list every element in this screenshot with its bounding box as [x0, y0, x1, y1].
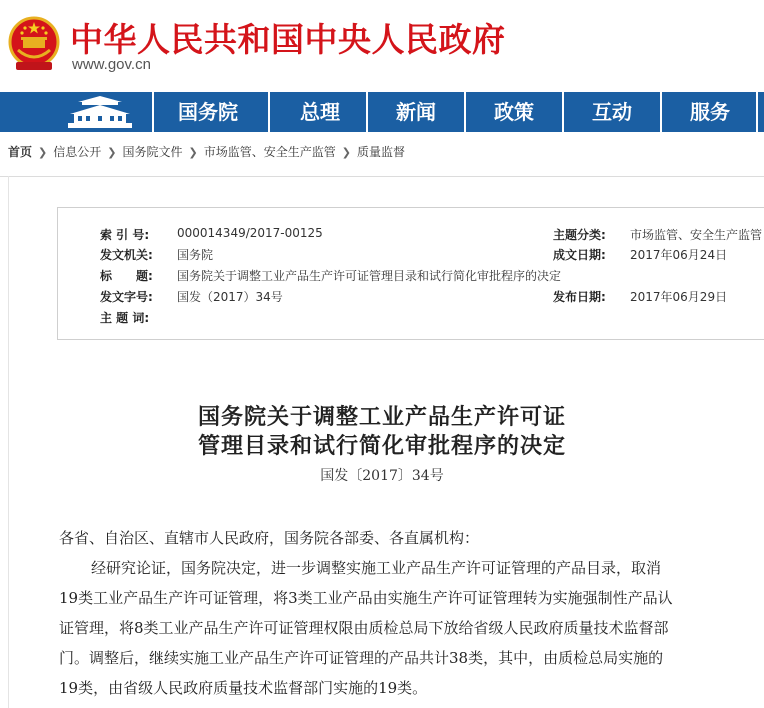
- body-line: 19类工业产品生产许可证管理，将3类工业产品由实施生产许可证管理转为实施强制性产品认: [59, 589, 673, 607]
- issuer-value: 国务院: [177, 248, 214, 262]
- subject-label: 主 题 词:: [100, 311, 150, 325]
- site-header: [0, 0, 764, 92]
- tiananmen-icon[interactable]: [64, 94, 136, 130]
- article-body: [59, 523, 759, 703]
- breadcrumb: [8, 143, 405, 160]
- chevron-right-icon: ❯: [38, 146, 48, 159]
- nav-divider: [660, 92, 662, 132]
- nav-divider: [366, 92, 368, 132]
- date-label: 成文日期:: [553, 248, 606, 262]
- body-line: 门。调整后，继续实施工业产品生产许可证管理的产品共计38类，其中，由质检总局实施的: [59, 649, 664, 667]
- nav-divider: [464, 92, 466, 132]
- nav-divider: [562, 92, 564, 132]
- nav-item-news[interactable]: 新闻: [396, 100, 436, 124]
- index-value: 000014349/2017-00125: [177, 226, 323, 240]
- nav-divider: [152, 92, 154, 132]
- chevron-right-icon: ❯: [188, 146, 198, 159]
- topic-label: 主题分类:: [553, 228, 606, 242]
- nav-divider: [268, 92, 270, 132]
- breadcrumb-home[interactable]: 首页: [8, 145, 33, 159]
- header-divider: [0, 176, 764, 177]
- body-line: 经研究论证，国务院决定，进一步调整实施工业产品生产许可证管理的产品目录，取消: [91, 559, 662, 577]
- nav-item-interaction[interactable]: 互动: [592, 100, 632, 124]
- salutation: 各省、自治区、直辖市人民政府，国务院各部委、各直属机构：: [59, 529, 480, 547]
- body-line: 19类，由省级人民政府质量技术监督部门实施的19类。: [59, 679, 428, 697]
- docno-label: 发文字号:: [100, 290, 153, 304]
- nav-item-premier[interactable]: 总理: [300, 100, 340, 124]
- site-url[interactable]: www.gov.cn: [72, 56, 151, 73]
- docno-value: 国发（2017）34号: [177, 290, 283, 304]
- article-title-line2: 管理目录和试行简化审批程序的决定: [197, 433, 566, 459]
- date-value: 2017年06月24日: [630, 248, 728, 262]
- document-number: 国发〔2017〕34号: [320, 468, 444, 484]
- article-title-line1: 国务院关于调整工业产品生产许可证: [197, 404, 566, 430]
- pubdate-value: 2017年06月29日: [630, 290, 728, 304]
- nav-item-service[interactable]: 服务: [690, 100, 730, 124]
- breadcrumb-info-disclosure[interactable]: 信息公开: [53, 145, 102, 159]
- issuer-label: 发文机关:: [100, 248, 153, 262]
- nav-item-policy[interactable]: 政策: [494, 100, 534, 124]
- main-nav: [0, 92, 764, 132]
- title-value: 国务院关于调整工业产品生产许可证管理目录和试行简化审批程序的决定: [177, 269, 562, 283]
- topic-value: 市场监管、安全生产监管: [630, 228, 763, 242]
- index-label: 索 引 号:: [100, 228, 150, 242]
- site-title[interactable]: 中华人民共和国中央人民政府: [70, 20, 506, 59]
- document-info-table: [57, 207, 764, 340]
- chevron-right-icon: ❯: [341, 146, 351, 159]
- nav-item-state-council[interactable]: 国务院: [178, 100, 238, 124]
- national-emblem-icon[interactable]: [8, 14, 60, 74]
- title-label: 标 题:: [100, 269, 153, 283]
- breadcrumb-market-supervision[interactable]: 市场监管、安全生产监管: [203, 145, 336, 159]
- body-line: 证管理，将8类工业产品生产许可证管理权限由质检总局下放给省级人民政府质量技术监督部: [59, 619, 669, 637]
- breadcrumb-quality-supervision[interactable]: 质量监督: [356, 145, 405, 159]
- pubdate-label: 发布日期:: [553, 290, 606, 304]
- breadcrumb-state-council-docs[interactable]: 国务院文件: [122, 145, 183, 159]
- nav-divider: [756, 92, 758, 132]
- chevron-right-icon: ❯: [107, 146, 117, 159]
